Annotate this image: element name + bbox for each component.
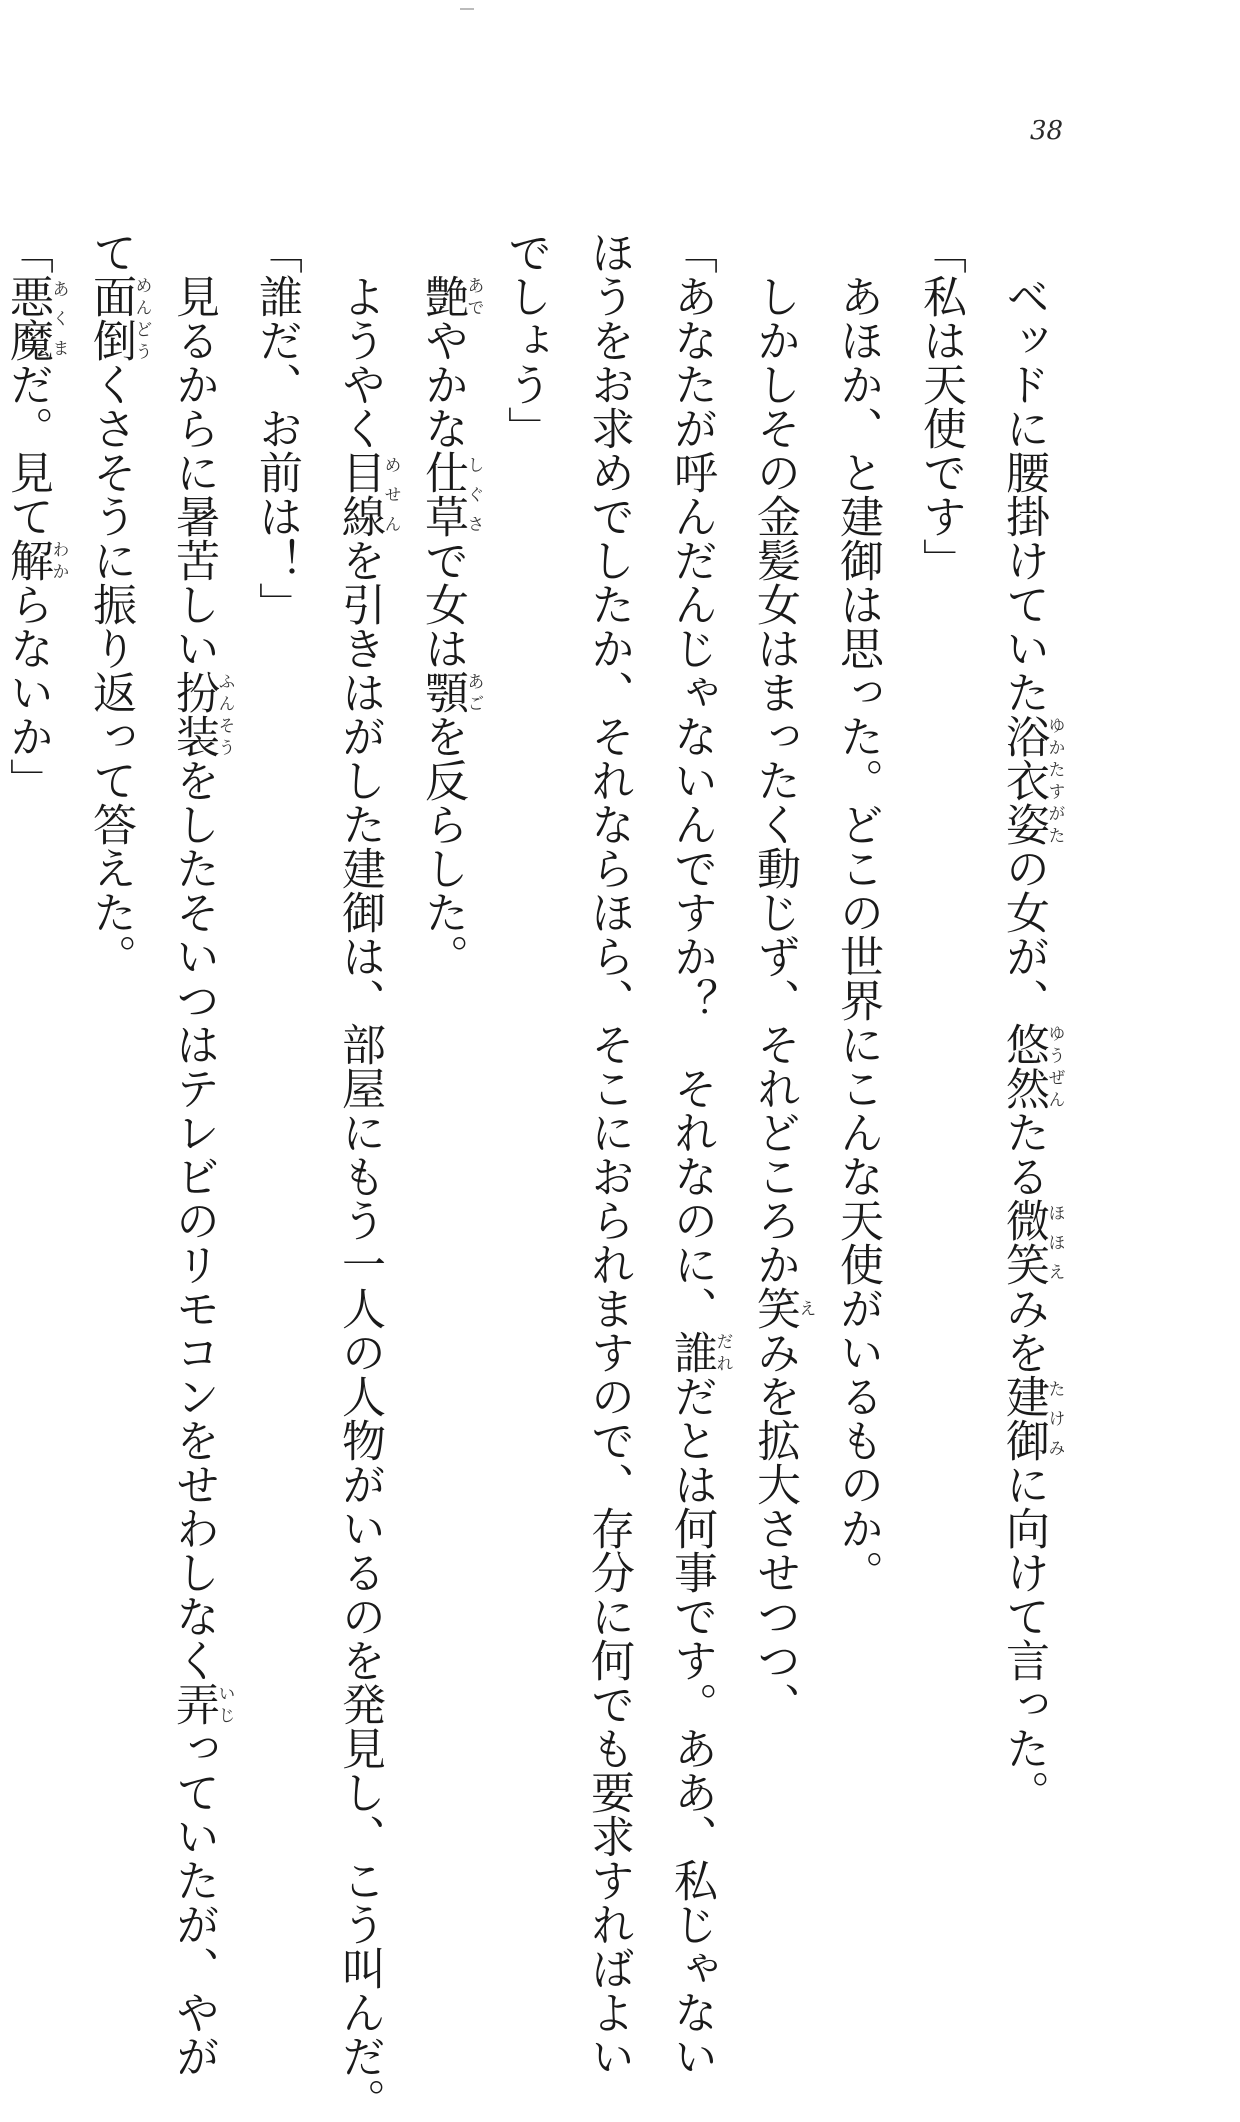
ruby-reading: いじ — [214, 1682, 235, 1726]
ruby-reading: わか — [48, 538, 69, 582]
ruby-reading: え — [795, 1286, 816, 1330]
text-line — [401, 230, 484, 1620]
text-line — [235, 230, 318, 1620]
ruby-reading: たけみ — [1044, 1374, 1065, 1462]
text-run: 「あなたが呼んだんじゃないんですか？ それなのに、 — [666, 230, 717, 1330]
ruby-reading: ゆうぜん — [1044, 1022, 1065, 1110]
ruby-reading: ほほえ — [1044, 1198, 1065, 1286]
text-line — [816, 230, 899, 1620]
text-run: ようやく — [334, 274, 385, 450]
ruby-reading: しぐさ — [463, 450, 484, 538]
text-line — [152, 230, 235, 2078]
text-run: ほうをお求めでしたか、それならほら、そこにおられますので、存分に何でも要求すればよい — [583, 230, 634, 2078]
text-run: あほか、と建御は思った。どこの世界にこんな天使がいるものか。 — [832, 274, 883, 1594]
text-run: っていたが、やが — [168, 1726, 219, 2078]
text-run: て — [85, 230, 136, 274]
text-run: で女は — [417, 538, 468, 670]
text-run: やかな — [417, 318, 468, 450]
ruby-word: 弄いじ — [168, 1682, 235, 1726]
ruby-reading: めせん — [380, 450, 401, 538]
text-run: に向けて言った。 — [998, 1462, 1049, 1814]
text-line — [982, 230, 1065, 1814]
ruby-word: 悠然ゆうぜん — [998, 1022, 1065, 1110]
text-run: を引きはがした建御は、部屋にもう一人の人物がいるのを発見し、こう叫んだ。 — [334, 538, 385, 2122]
ruby-word: 面倒めんどう — [85, 274, 152, 362]
ruby-word: 微笑ほほえ — [998, 1198, 1065, 1286]
text-line — [0, 230, 69, 1620]
text-run: でしょう」 — [500, 230, 551, 450]
text-run: しかしその金髪女はまったく動じず、それどころか — [749, 274, 800, 1286]
ruby-word: 悪魔あくま — [2, 274, 69, 362]
text-run: 「誰だ、お前は！」 — [251, 230, 302, 626]
ruby-word: 艶あで — [417, 274, 484, 318]
text-line — [899, 230, 982, 1620]
text-run: みを — [998, 1286, 1049, 1374]
ruby-reading: あご — [463, 670, 484, 714]
text-run: だとは何事です。ああ、私じゃない — [666, 1374, 717, 2078]
text-run: 「私は天使です」 — [915, 230, 966, 582]
page-number: 38 — [1030, 116, 1064, 146]
text-run: 見るからに暑苦しい — [168, 274, 219, 670]
ruby-word: 誰だれ — [666, 1330, 733, 1374]
ruby-reading: ふんそう — [214, 670, 235, 758]
text-line — [733, 230, 816, 1726]
text-run: らないか」 — [2, 582, 53, 802]
ruby-word: 扮装ふんそう — [168, 670, 235, 758]
ruby-reading: だれ — [712, 1330, 733, 1374]
ruby-word: 笑え — [749, 1286, 816, 1330]
text-run: たる — [998, 1110, 1049, 1198]
text-run: みを拡大させつつ、 — [749, 1330, 800, 1726]
ruby-word: 目線めせん — [334, 450, 401, 538]
ruby-word: 浴衣姿ゆかたすがた — [998, 714, 1065, 846]
body-text — [0, 230, 1065, 2122]
text-run: を反らした。 — [417, 714, 468, 978]
ruby-word: 建御たけみ — [998, 1374, 1065, 1462]
text-line — [318, 230, 401, 2122]
ruby-reading: あくま — [48, 274, 69, 362]
text-run: 「 — [2, 230, 53, 274]
text-run: をしたそいつはテレビのリモコンをせわしなく — [168, 758, 219, 1682]
ruby-word: 顎あご — [417, 670, 484, 714]
scan-mark — [460, 8, 474, 10]
ruby-word: 仕草しぐさ — [417, 450, 484, 538]
text-line — [484, 230, 567, 1620]
text-run: の女が、 — [998, 846, 1049, 1022]
text-run: くさそうに振り返って答えた。 — [85, 362, 136, 978]
text-run: だ。見て — [2, 362, 53, 538]
text-run: ベッドに腰掛けていた — [998, 274, 1049, 714]
ruby-reading: めんどう — [131, 274, 152, 362]
text-line — [650, 230, 733, 2078]
ruby-reading: あで — [463, 274, 484, 318]
ruby-word: 解わか — [2, 538, 69, 582]
text-line — [69, 230, 152, 1620]
text-line — [567, 230, 650, 2078]
ruby-reading: ゆかたすがた — [1044, 714, 1065, 846]
